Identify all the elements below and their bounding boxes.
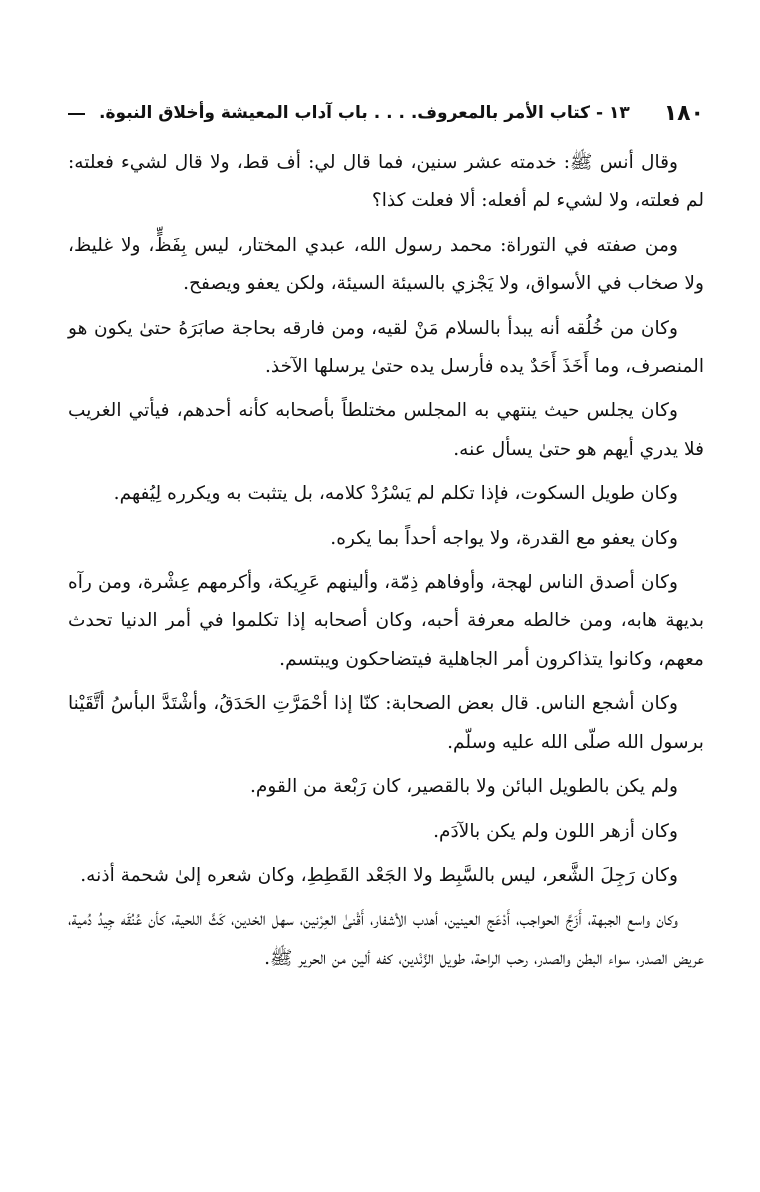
paragraph-torah-description: ومن صفته في التوراة: محمد رسول الله، عبدي المختار، ليس بِفَظٍّ، ولا غليظ، ولا صخاب في الأسواق، ولا يَجْزي بالسيئة السيئة، ولكن يعفو ويصفح. (68, 234, 704, 295)
paragraph-bravery: وكان أشجع الناس. قال بعض الصحابة: كنّا إذا أحْمَرَّتِ الحَدَقُ، وأشْتَدَّ البأسُ أتَّقَيْنا برسول الله صلّى الله عليه وسلّم. (68, 693, 704, 753)
body-text (68, 144, 704, 978)
paragraph-long-silence: وكان طويل السكوت، فإذا تكلم لم يَسْرُدْ كلامه، بل يتثبت به ويكرره لِيُفهم. (113, 483, 678, 505)
running-header (68, 96, 704, 130)
paragraph-physical-features: وكان واسع الجبهة، أَزَجَّ الحواجب، أَدْعَج العينين، أهدب الأشفار، أَقْنىٰ العِرْنين، سهل الخدين، كَثَّ اللحية، كأن عُنُقَه جِيدُ دُمية، عريض الصدر، سواء البطن والصدر، رحب الراحة، طويل الزَّنْدين، كفه ألين من الحرير ﷺ. (68, 909, 704, 969)
paragraph-anas-service: وقال أنس ﷺ: خدمته عشر سنين، فما قال لي: أف قط، ولا قال لشيء فعلته: لم فعلته، ولا لشيء لم أفعله: ألا فعلت كذا؟ (68, 152, 704, 212)
page-number: ١٨٠ (663, 100, 704, 126)
paragraph-forgiveness: وكان يعفو مع القدرة، ولا يواجه أحداً بما يكره. (330, 527, 678, 549)
paragraph-sitting-manners: وكان يجلس حيث ينتهي به المجلس مختلطاً بأصحابه كأنه أحدهم، فيأتي الغريب فلا يدري أيهم هو حتىٰ يسأل عنه. (68, 400, 704, 460)
paragraph-hair: وكان رَجِلَ الشَّعر، ليس بالسَّبِط ولا الجَعْد القَطِطِ، وكان شعره إلىٰ شحمة أذنه. (80, 864, 678, 886)
chapter-title: ١٣ - كتاب الأمر بالمعروف. . . . باب آداب المعيشة وأخلاق النبوة. (99, 103, 630, 123)
paragraph-truthfulness: وكان أصدق الناس لهجة، وأوفاهم ذِمّة، وألينهم عَرِيكة، وأكرمهم عِشْرة، ومن رآه بديهة هابه، ومن خالطه معرفة أحبه، وكان أصحابه إذا تكلموا في أمر الدنيا تحدث معهم، وكانوا يتذاكرون أمر الجاهلية فيتضاحكون ويبتسم. (68, 572, 704, 670)
paragraph-greeting-manners: وكان من خُلُقه أنه يبدأ بالسلام مَنْ لقيه، ومن فارقه بحاجة صابَرَهُ حتىٰ يكون هو المنصرف، وما أَخَذَ أَحَدٌ يده فأرسل يده حتىٰ يرسلها الآخذ. (68, 317, 704, 378)
paragraph-complexion: وكان أزهر اللون ولم يكن بالآدَم. (433, 820, 678, 842)
paragraph-stature: ولم يكن بالطويل البائن ولا بالقصير، كان رَبْعة من القوم. (249, 776, 678, 798)
header-rule (68, 113, 85, 115)
